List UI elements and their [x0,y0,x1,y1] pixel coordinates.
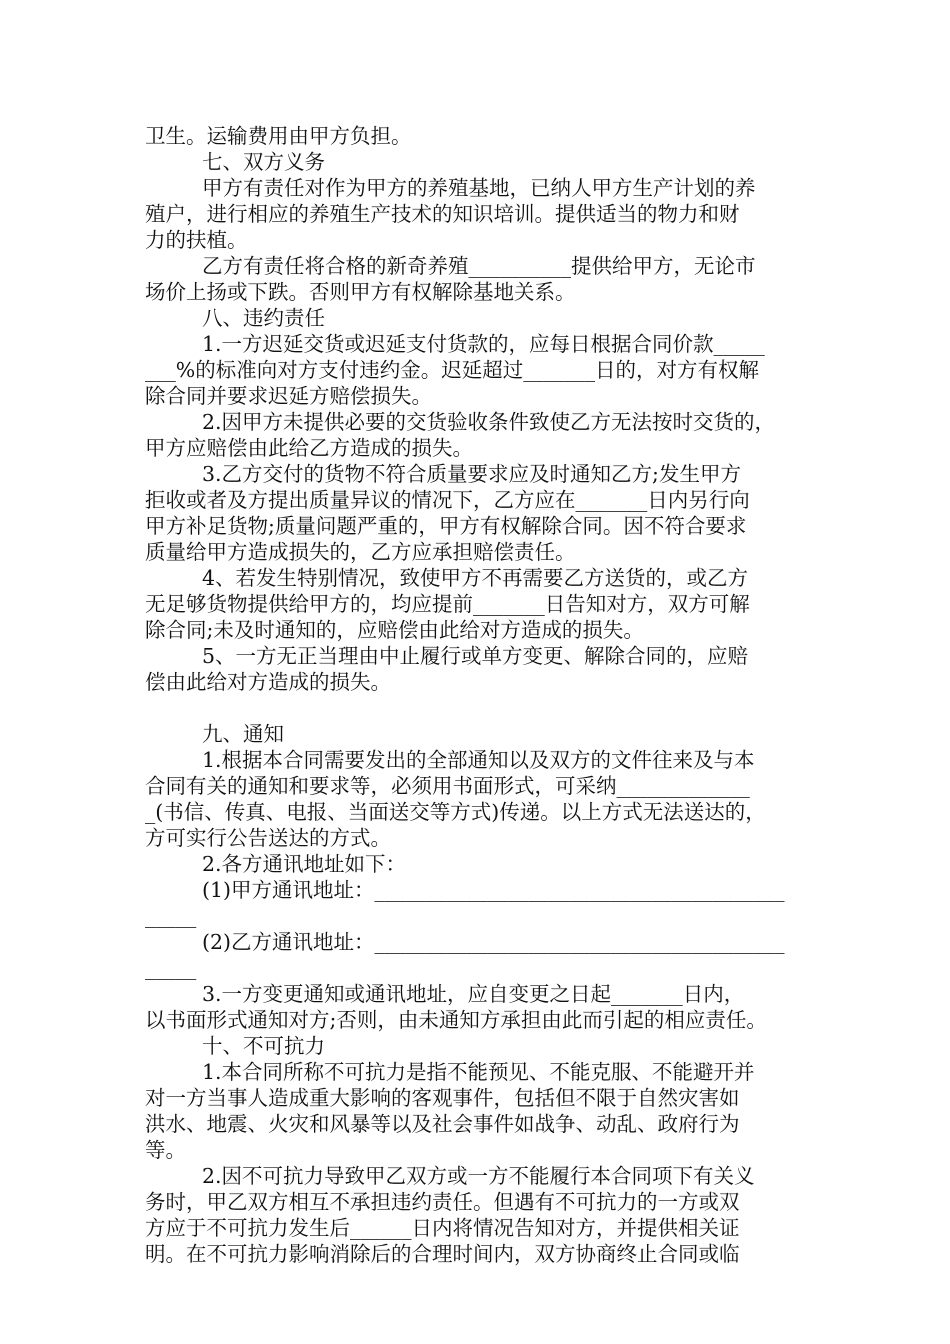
section-heading-7: 七、双方义务 [202,150,325,174]
paragraph-line: _(书信、传真、电报、当面送交等方式)传递。以上方式无法送达的， [145,800,766,824]
paragraph-line: 偿由此给对方造成的损失。 [145,670,391,694]
paragraph-line: 甲方应赔偿由此给乙方造成的损失。 [145,436,473,460]
address-line-party-b: (2)乙方通讯地址：________________________________________ [202,930,785,954]
paragraph-line: 乙方有责任将合格的新奇养殖__________提供给甲方，无论市 [202,254,756,278]
paragraph-line: 场价上扬或下跌。否则甲方有权解除基地关系。 [145,280,576,304]
paragraph-line: 2.因甲方未提供必要的交货验收条件致使乙方无法按时交货的， [202,410,776,434]
paragraph-line: 务时，甲乙双方相互不承担违约责任。但遇有不可抗力的一方或双 [145,1190,740,1214]
paragraph-line: 1.本合同所称不可抗力是指不能预见、不能克服、不能避开并 [202,1060,755,1084]
paragraph-line: 以书面形式通知对方;否则，由未通知方承担由此而引起的相应责任。 [145,1008,767,1032]
paragraph-line: 力的扶植。 [145,228,248,252]
paragraph-line: 2.各方通讯地址如下： [202,852,407,876]
paragraph-line: 甲方补足货物;质量问题严重的，甲方有权解除合同。因不符合要求 [145,514,747,538]
paragraph-line: 2.因不可抗力导致甲乙双方或一方不能履行本合同项下有关义 [202,1164,755,1188]
paragraph-line: 方可实行公告送达的方式。 [145,826,391,850]
section-heading-9: 九、通知 [202,722,284,746]
paragraph-line: 拒收或者及方提出质量异议的情况下，乙方应在_______日内另行向 [145,488,750,512]
address-line-party-a: (1)甲方通讯地址：________________________________________ [202,878,785,902]
paragraph-line: 对一方当事人造成重大影响的客观事件，包括但不限于自然灾害如 [145,1086,740,1110]
paragraph-line: 3.乙方交付的货物不符合质量要求应及时通知乙方;发生甲方 [202,462,741,486]
section-heading-8: 八、违约责任 [202,306,325,330]
paragraph-line: 5、一方无正当理由中止履行或单方变更、解除合同的，应赔 [202,644,749,668]
paragraph-line: 方应于不可抗力发生后______日内将情况告知对方，并提供相关证 [145,1216,740,1240]
paragraph-line: 除合同;未及时通知的，应赔偿由此给对方造成的损失。 [145,618,644,642]
paragraph-line: 1.根据本合同需要发出的全部通知以及双方的文件往来及与本 [202,748,755,772]
paragraph-line: 合同有关的通知和要求等，必须用书面形式，可采纳_____________ [145,774,750,798]
paragraph-line: 甲方有责任对作为甲方的养殖基地，已纳人甲方生产计划的养 [202,176,756,200]
paragraph-line: 洪水、地震、火灾和风暴等以及社会事件如战争、动乱、政府行为 [145,1112,740,1136]
paragraph-line: 除合同并要求迟延方赔偿损失。 [145,384,432,408]
paragraph-line: 质量给甲方造成损失的，乙方应承担赔偿责任。 [145,540,576,564]
paragraph-line: 无足够货物提供给甲方的，均应提前_______日告知对方，双方可解 [145,592,750,616]
paragraph-line: 4、若发生特别情况，致使甲方不再需要乙方送货的，或乙方 [202,566,749,590]
paragraph-line: 1.一方迟延交货或迟延支付货款的，应每日根据合同价款_____ [202,332,765,356]
paragraph-line: 等。 [145,1138,186,1162]
address-line-continuation: _____ [145,904,197,928]
body-text-line: 卫生。运输费用由甲方负担。 [145,124,412,148]
paragraph-line: 明。在不可抗力影响消除后的合理时间内，双方协商终止合同或临 [145,1242,740,1266]
paragraph-line: ___%的标准向对方支付违约金。迟延超过_______日的，对方有权解 [145,358,759,382]
paragraph-line: 殖户，进行相应的养殖生产技术的知识培训。提供适当的物力和财 [145,202,740,226]
paragraph-line: 3.一方变更通知或通讯地址，应自变更之日起_______日内， [202,982,745,1006]
section-heading-10: 十、不可抗力 [202,1034,325,1058]
address-line-continuation: _____ [145,956,197,980]
